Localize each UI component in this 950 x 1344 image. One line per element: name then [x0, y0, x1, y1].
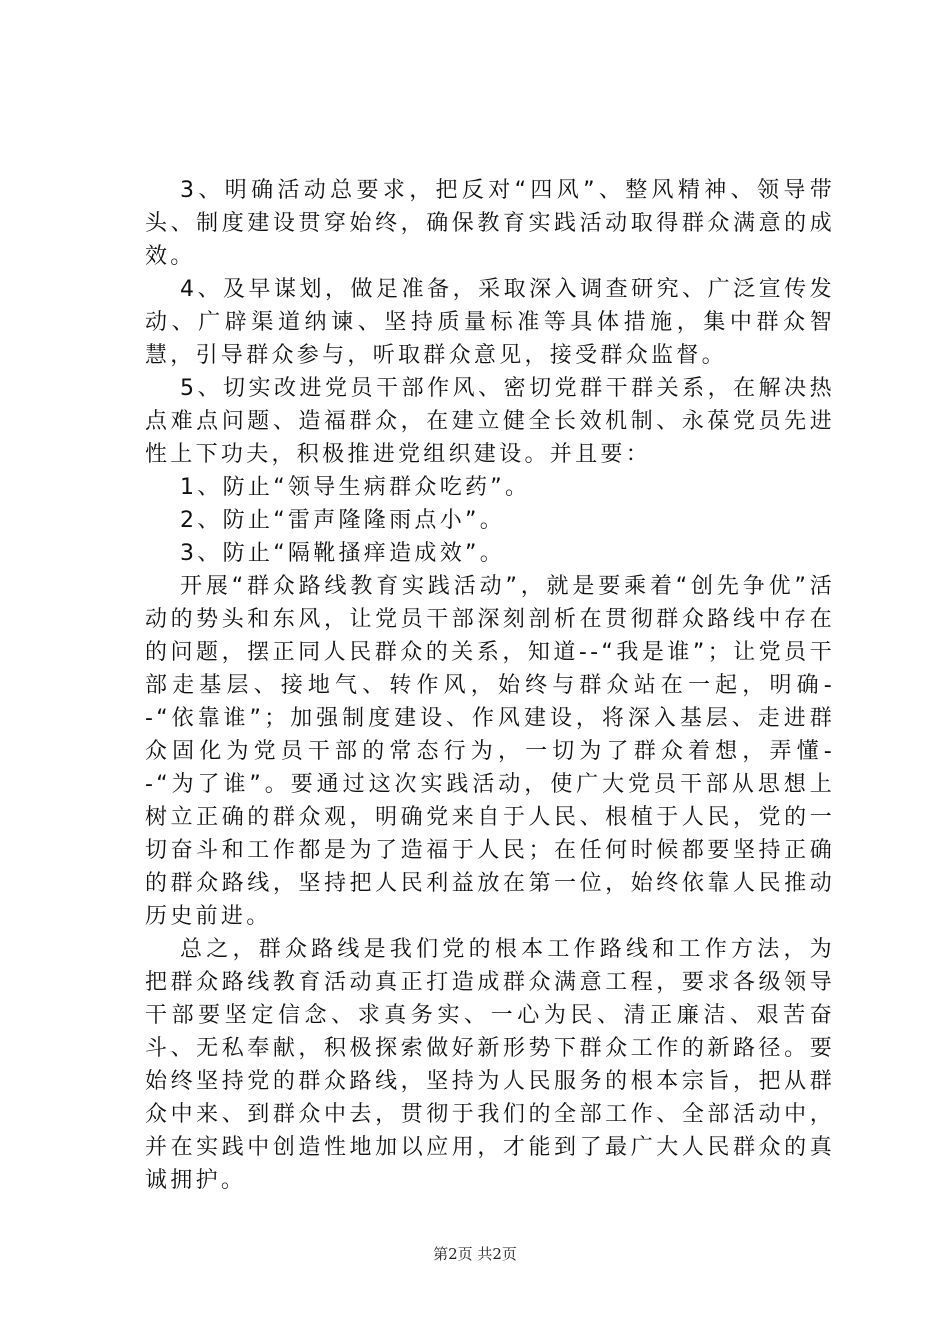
paragraph-conclusion: 总之，群众路线是我们党的根本工作路线和工作方法，为把群众路线教育活动真正打造成群众满意工程，要求各级领导干部要坚定信念、求真务实、一心为民、清正廉洁、艰苦奋斗、无私奉献，积极探索做好新形势下群众工作的新路径。要始终坚持党的群众路线，坚持为人民服务的根本宗旨，把从群众中来、到群众中去，贯彻于我们的全部工作、全部活动中，并在实践中创造性地加以应用，才能到了最广大人民群众的真诚拥护。 [145, 937, 835, 1193]
page-number-label: 第2页 共2页 [433, 1245, 517, 1263]
list-item-prevent-3: 3、防止“隔靴搔痒造成效”。 [180, 541, 505, 566]
document-body [145, 174, 835, 1197]
paragraph-requirement-3: 3、明确活动总要求，把反对“四风”、整风精神、领导带头、制度建设贯穿始终，确保教育实践活动取得群众满意的成效。 [145, 178, 835, 269]
paragraph-campaign-description: 开展“群众路线教育实践活动”，就是要乘着“创先争优”活动的势头和东风，让党员干部深刻剖析在贯彻群众路线中存在的问题，摆正同人民群众的关系，知道--“我是谁”；让党员干部走基层、接地气、转作风，始终与群众站在一起，明确--“依靠谁”；加强制度建设、作风建设，将深入基层、走进群众固化为党员干部的常态行为，一切为了群众着想，弄懂--“为了谁”。要通过这次实践活动，使广大党员干部从思想上树立正确的群众观，明确党来自于人民、根植于人民，党的一切奋斗和工作都是为了造福于人民；在任何时候都要坚持正确的群众路线，坚持把人民利益放在第一位，始终依靠人民推动历史前进。 [145, 574, 835, 929]
paragraph-requirement-4: 4、及早谋划，做足准备，采取深入调查研究、广泛宣传发动、广辟渠道纳谏、坚持质量标准等具体措施，集中群众智慧，引导群众参与，听取群众意见，接受群众监督。 [145, 277, 835, 368]
paragraph-requirement-5: 5、切实改进党员干部作风、密切党群干群关系，在解决热点难点问题、造福群众，在建立健全长效机制、永葆党员先进性上下功夫，积极推进党组织建设。并且要： [145, 376, 835, 467]
list-item-prevent-2: 2、防止“雷声隆隆雨点小”。 [180, 508, 505, 533]
page-footer [0, 1244, 950, 1264]
list-item-prevent-1: 1、防止“领导生病群众吃药”。 [180, 475, 531, 500]
